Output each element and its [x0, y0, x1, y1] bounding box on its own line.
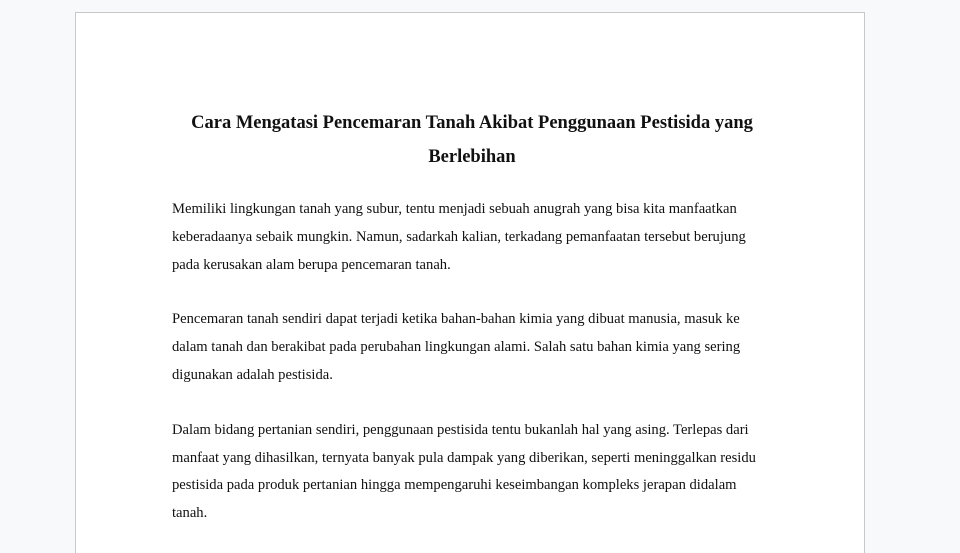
document-title: Cara Mengatasi Pencemaran Tanah Akibat Penggunaan Pestisida yang Berlebihan	[191, 113, 753, 167]
paragraph-3: Dalam bidang pertanian sendiri, penggunaan pestisida tentu bukanlah hal yang asing. Terlepas dari manfaat yang dihasilkan, ternyata banyak pula dampak yang diberikan, seperti meninggalkan residu pestisida pada produk pertanian hingga mempengaruhi keseimbangan kompleks jerapan didalam tanah.	[172, 421, 756, 522]
paragraph-2: Pencemaran tanah sendiri dapat terjadi ketika bahan-bahan kimia yang dibuat manusia, masuk ke dalam tanah dan berakibat pada perubahan lingkungan alami. Salah satu bahan kimia yang sering digunakan adalah pestisida.	[172, 311, 741, 383]
document-page[interactable]	[75, 12, 865, 553]
paragraph-1: Memiliki lingkungan tanah yang subur, tentu menjadi sebuah anugrah yang bisa kita manfaatkan keberadaanya sebaik mungkin. Namun, sadarkah kalian, terkadang pemanfaatan tersebut berujung pada kerusakan alam berupa pencemaran tanah.	[172, 201, 746, 273]
document-body	[172, 106, 772, 553]
